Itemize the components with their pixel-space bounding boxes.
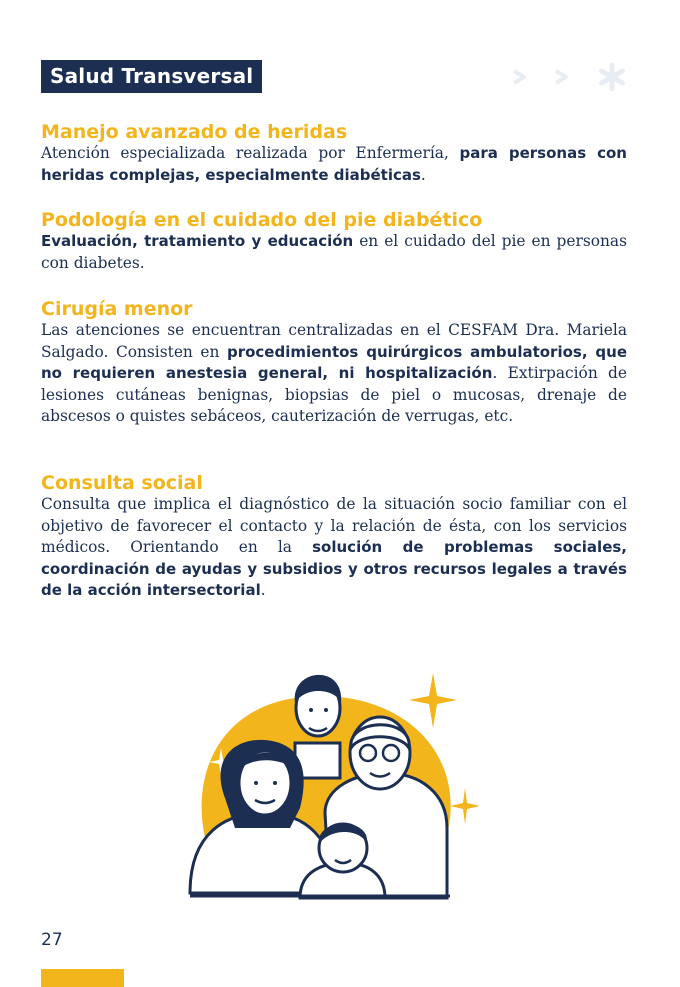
section-title: Consulta social <box>41 472 203 494</box>
section-heridas <box>41 121 627 186</box>
section-title: Manejo avanzado de heridas <box>41 121 348 143</box>
page-number: 27 <box>41 930 63 950</box>
section-podologia <box>41 209 627 274</box>
section-cirugia <box>41 298 627 428</box>
body-text: Atención especializada realizada por Enfermería, <box>41 144 460 162</box>
section-body <box>41 494 627 602</box>
body-text: . Extirpación de lesiones cutáneas benignas, biopsias de piel o mucosas, drenaje de abscesos o quistes sebáceos, cauterización de verrugas, etc. <box>41 364 628 425</box>
section-body <box>41 143 627 186</box>
family-illustration <box>185 648 485 903</box>
section-consulta-social <box>41 472 627 602</box>
body-text: . <box>260 581 266 599</box>
bold-text: procedimientos quirúrgicos ambulatorios, que no requieren anestesia general, ni hospitalización <box>41 342 627 382</box>
body-text: . <box>420 165 426 184</box>
section-title: Podología en el cuidado del pie diabético <box>41 209 483 231</box>
section-tag: Salud Transversal <box>41 60 262 93</box>
bold-text: para personas con heridas complejas, especialmente diabéticas <box>41 144 627 184</box>
bold-text: solución de problemas sociales, coordinación de ayudas y subsidios y otros recursos legales a través de la acción intersectorial <box>41 538 627 599</box>
body-text: en el cuidado del pie en personas con diabetes. <box>41 232 627 272</box>
decorative-arrows-icon <box>508 62 632 92</box>
body-text: Las atenciones se encuentran centralizadas en el CESFAM Dra. Mariela Salgado. Consisten en <box>41 321 627 361</box>
section-title: Cirugía menor <box>41 298 193 320</box>
bold-text: Evaluación, tratamiento y educación <box>41 232 354 250</box>
section-body <box>41 231 627 274</box>
body-text: Consulta que implica el diagnóstico de la situación socio familiar con el objetivo de favorecer el contacto y la relación de ésta, con los servicios médicos. Orientando en la <box>41 495 627 556</box>
section-body <box>41 320 627 428</box>
footer-accent-bar <box>41 969 124 987</box>
